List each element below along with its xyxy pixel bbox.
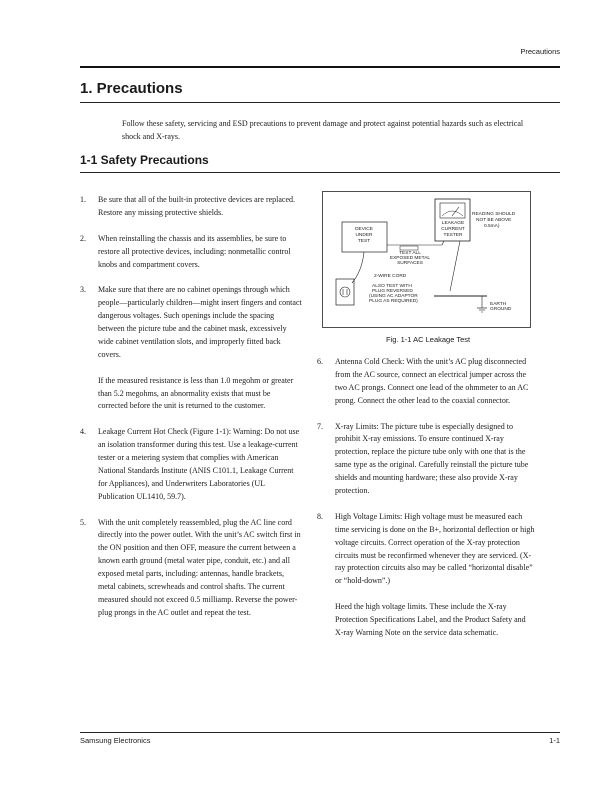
section-rule — [80, 172, 560, 173]
tester-label-2: CURRENT — [441, 227, 465, 232]
device-label-3: TEST — [357, 239, 371, 244]
also-test-label-1: ALSO TEST WITH — [372, 284, 412, 289]
item-number: 7. — [317, 421, 323, 431]
item-subparagraph: If the measured resistance is less than 1.0 megohm or greater than 5.2 megohms, an abnormality exists that must be corrected before the unit is returned to the customer. — [98, 375, 294, 411]
section-title: 1-1 Safety Precautions — [80, 153, 209, 167]
right-column — [317, 356, 535, 653]
reading-label-1: READING SHOULD — [472, 212, 516, 217]
device-label-2: UNDER — [355, 233, 373, 238]
title-rule — [80, 102, 560, 103]
footer-company: Samsung Electronics — [80, 736, 151, 745]
ac-leakage-diagram — [322, 191, 531, 328]
item-number: 5. — [80, 517, 86, 527]
test-all-label-2: EXPOSED METAL — [389, 256, 431, 261]
top-rule — [80, 66, 560, 68]
figure-caption: Fig. 1-1 AC Leakage Test — [386, 335, 471, 344]
item-number: 4. — [80, 427, 86, 437]
intro-paragraph: Follow these safety, servicing and ESD precautions to prevent damage and protect against potential hazards such as electrical shock and X-rays. — [122, 119, 524, 141]
footer-rule — [80, 732, 560, 733]
also-test-label-2: PLUG REVERSED — [372, 289, 413, 294]
item-text: Make sure that there are no cabinet openings through which people—particularly children—might insert fingers and contact dangerous voltages. Such openings include the spacing between the picture tube and the cabinet mask, excessively wide cabinet ventilation slots, and improperly fitted back covers. — [98, 285, 302, 359]
earth-label-2: GROUND — [490, 307, 512, 312]
also-test-label-4: PLUG AS REQUIRED) — [369, 299, 418, 304]
item-number: 2. — [80, 233, 86, 243]
list-item — [317, 511, 535, 640]
running-header: Precautions — [520, 47, 560, 56]
tester-label-1: LEAKAGE — [441, 221, 465, 226]
item-number: 6. — [317, 357, 323, 366]
ac-leakage-figure — [322, 191, 531, 328]
item-number: 1. — [80, 195, 86, 204]
left-column — [80, 194, 302, 633]
list-item — [80, 233, 302, 272]
item-subparagraph: Heed the high voltage limits. These include the X-ray Protection Specifications Label, and the Product Safety and X-ray Warning Note on the service data schematic. — [335, 602, 526, 637]
item-number: 8. — [317, 511, 323, 521]
two-wire-label: 2-WIRE CORD — [374, 274, 407, 279]
earth-label-1: EARTH — [490, 302, 507, 307]
item-text: Be sure that all of the built-in protective devices are replaced. Restore any missing protective shields. — [98, 195, 296, 217]
item-text: X-ray Limits: The picture tube is especially designed to prohibit X-ray emissions. To ensure continued X-ray protection, replace the picture tube only with one that is the same type as the original. Carefully reinstall the picture tube shields and mounting hardware; these also provide X-ray protection. — [335, 421, 529, 496]
list-item — [80, 517, 302, 620]
test-all-label-3: SURFACES — [397, 261, 423, 266]
item-text: When reinstalling the chassis and its assemblies, be sure to restore all protective devices, including: nonmetallic control knobs and compartment covers. — [98, 233, 291, 269]
page-title: 1. Precautions — [80, 80, 183, 97]
outlet-icon — [336, 279, 354, 305]
reading-label-2: NOT BE ABOVE — [476, 218, 512, 223]
list-item — [80, 284, 302, 413]
list-item — [317, 356, 535, 408]
list-item — [80, 194, 302, 220]
list-item — [80, 426, 302, 503]
item-number: 3. — [80, 285, 86, 295]
footer-page-number: 1-1 — [549, 736, 560, 745]
test-all-label-1: TEST ALL — [399, 251, 421, 256]
reading-label-3: 0.5mA) — [484, 224, 500, 229]
item-text: High Voltage Limits: High voltage must be measured each time servicing is done on the B+, horizontal deflection or high voltage circuits. Correct operation of the X-ray protection circuits must be reconfirmed whenever they are serviced. (X-ray protection circuits also may be called “horizontal disable” or “hold-down”.) — [335, 511, 535, 586]
also-test-label-3: (USING AC ADAPTOR — [369, 294, 418, 299]
item-text: Antenna Cold Check: With the unit’s AC plug disconnected from the AC source, connect an electrical jumper across the two AC prongs. Connect one lead of the ohmmeter to an AC prong. Connect the other lead to the coaxial connector. — [335, 357, 529, 405]
tester-label-3: TESTER — [443, 233, 463, 238]
device-label-1: DEVICE — [355, 227, 373, 232]
list-item — [317, 421, 535, 498]
item-text: With the unit completely reassembled, plug the AC line cord directly into the power outlet. With the unit’s AC switch first in the ON position and then OFF, measure the current between a known earth ground (metal water pipe, conduit, etc.) and all exposed metal parts, including: antennas, handle brackets, metal cabinets, screwheads and control shafts. The current measured should not exceed 0.5 milliamp. Reverse the power-plug prongs in the AC outlet and repeat the test. — [98, 517, 301, 617]
item-text: Leakage Current Hot Check (Figure 1-1): Warning: Do not use an isolation transformer during this test. Use a leakage-current tester or a metering system that complies with American National Standards Institute (ANIS C101.1, Leakage Current for Appliances), and Underwriters Laboratories (UL Publication UL1410, 59.7). — [98, 427, 300, 501]
